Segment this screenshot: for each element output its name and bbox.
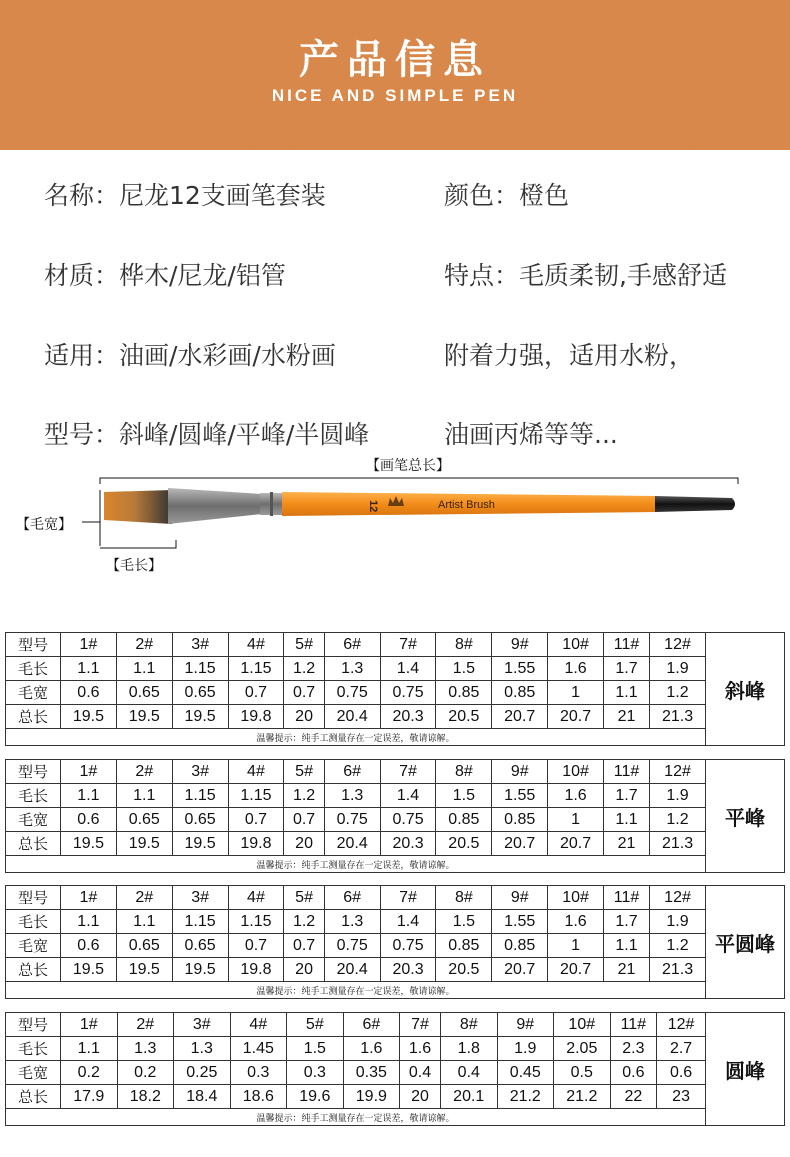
table-cell: 8# xyxy=(436,886,492,910)
table-cell: 1.1 xyxy=(61,784,117,808)
table-cell: 4# xyxy=(230,1013,287,1037)
table-cell: 20.3 xyxy=(380,832,436,856)
table-cell: 5# xyxy=(287,1013,344,1037)
table-cell: 0.65 xyxy=(172,681,228,705)
table-cell: 7# xyxy=(400,1013,441,1037)
table-cell: 1.2 xyxy=(284,657,324,681)
table-cell: 1.55 xyxy=(492,910,548,934)
table-cell: 0.75 xyxy=(324,808,380,832)
info-name: 名称：尼龙12支画笔套装 xyxy=(44,181,326,210)
row-label: 毛宽 xyxy=(6,681,61,705)
table-cell: 1.6 xyxy=(548,910,604,934)
row-label: 型号 xyxy=(6,886,61,910)
table-cell: 3# xyxy=(172,760,228,784)
table-cell: 11# xyxy=(603,760,649,784)
table-cell: 0.3 xyxy=(230,1061,287,1085)
table-cell: 1.1 xyxy=(61,657,117,681)
info-usage: 适用：油画/水彩画/水粉画 xyxy=(44,341,336,370)
table-cell: 19.5 xyxy=(116,832,172,856)
table-cell: 1.15 xyxy=(172,657,228,681)
table-cell: 19.5 xyxy=(61,832,117,856)
table-cell: 3# xyxy=(172,633,228,657)
table-cell: 6# xyxy=(324,633,380,657)
table-cell: 18.2 xyxy=(117,1085,174,1109)
table-cell: 0.65 xyxy=(116,808,172,832)
table-cell: 1.5 xyxy=(436,657,492,681)
spec-table xyxy=(5,632,785,746)
table-cell: 17.9 xyxy=(61,1085,118,1109)
table-cell: 1.2 xyxy=(284,784,324,808)
table-cell: 20.4 xyxy=(324,832,380,856)
spec-table xyxy=(5,1012,785,1126)
table-cell: 1.2 xyxy=(650,681,706,705)
table-cell: 2# xyxy=(116,633,172,657)
table-cell: 10# xyxy=(548,633,604,657)
table-cell: 4# xyxy=(228,633,284,657)
total-row xyxy=(6,705,785,729)
table-cell: 21 xyxy=(603,705,649,729)
table-cell: 0.7 xyxy=(228,934,284,958)
spec-table xyxy=(5,759,785,873)
table-cell: 8# xyxy=(440,1013,497,1037)
table-cell: 20 xyxy=(284,705,324,729)
table-cell: 1 xyxy=(548,681,604,705)
table-cell: 1.6 xyxy=(400,1037,441,1061)
table-cell: 12# xyxy=(650,633,706,657)
table-cell: 21 xyxy=(603,958,649,982)
table-cell: 0.7 xyxy=(228,808,284,832)
table-cell: 20.7 xyxy=(548,705,604,729)
table-cell: 9# xyxy=(492,886,548,910)
table-cell: 0.7 xyxy=(284,934,324,958)
table-cell: 0.7 xyxy=(284,681,324,705)
table-cell: 21.3 xyxy=(650,958,706,982)
table-cell: 21.2 xyxy=(497,1085,554,1109)
table-cell: 11# xyxy=(603,633,649,657)
table-cell: 4# xyxy=(228,760,284,784)
ferrule-icon xyxy=(168,488,262,524)
table-cell: 1.1 xyxy=(61,1037,118,1061)
table-cell: 1.1 xyxy=(116,910,172,934)
table-cell: 1.15 xyxy=(228,910,284,934)
info-adhesion: 附着力强，适用水粉， xyxy=(444,341,695,370)
info-feature: 特点：毛质柔韧,手感舒适 xyxy=(444,261,727,290)
table-cell: 19.8 xyxy=(228,705,284,729)
row-label: 总长 xyxy=(6,958,61,982)
table-cell: 2.7 xyxy=(657,1037,706,1061)
table-cell: 1.9 xyxy=(650,657,706,681)
length-row xyxy=(6,784,785,808)
table-cell: 20 xyxy=(284,832,324,856)
table-cell: 20.4 xyxy=(324,958,380,982)
table-cell: 0.45 xyxy=(497,1061,554,1085)
length-row xyxy=(6,1037,785,1061)
table-cell: 0.6 xyxy=(61,934,117,958)
table-cell: 20.4 xyxy=(324,705,380,729)
table-cell: 1# xyxy=(61,886,117,910)
width-row xyxy=(6,934,785,958)
table-cell: 11# xyxy=(603,886,649,910)
table-cell: 20.7 xyxy=(492,958,548,982)
row-label: 毛长 xyxy=(6,910,61,934)
table-cell: 21.2 xyxy=(554,1085,611,1109)
info-color: 颜色：橙色 xyxy=(444,181,570,210)
table-cell: 1.3 xyxy=(174,1037,231,1061)
table-cell: 2# xyxy=(116,886,172,910)
table-cell: 2# xyxy=(116,760,172,784)
row-label: 总长 xyxy=(6,832,61,856)
row-label: 型号 xyxy=(6,760,61,784)
model-row xyxy=(6,886,785,910)
table-cell: 9# xyxy=(492,633,548,657)
table-cell: 1.3 xyxy=(324,784,380,808)
table-cell: 1.9 xyxy=(650,784,706,808)
table-cell: 1.2 xyxy=(650,934,706,958)
table-cell: 8# xyxy=(436,633,492,657)
table-cell: 1.9 xyxy=(650,910,706,934)
table-cell: 1.1 xyxy=(61,910,117,934)
table-cell: 0.85 xyxy=(492,808,548,832)
table-cell: 1.1 xyxy=(116,784,172,808)
table-cell: 12# xyxy=(650,886,706,910)
total-row xyxy=(6,832,785,856)
table-cell: 6# xyxy=(324,760,380,784)
table-cell: 21.3 xyxy=(650,705,706,729)
table-cell: 0.65 xyxy=(116,681,172,705)
page-subtitle: NICE AND SIMPLE PEN xyxy=(271,86,519,105)
length-row xyxy=(6,657,785,681)
table-cell: 1.4 xyxy=(380,910,436,934)
table-cell: 19.8 xyxy=(228,832,284,856)
table-cell: 19.6 xyxy=(287,1085,344,1109)
total-length-label: 【画笔总长】 xyxy=(366,458,450,474)
table-cell: 1.15 xyxy=(172,910,228,934)
table-cell: 20.7 xyxy=(492,832,548,856)
bristle-length-label: 【毛长】 xyxy=(106,558,162,574)
table-cell: 5# xyxy=(284,886,324,910)
handle-brand-text: Artist Brush xyxy=(438,499,495,511)
table-cell: 1.2 xyxy=(284,910,324,934)
table-cell: 7# xyxy=(380,760,436,784)
brush-type-label: 圆峰 xyxy=(706,1013,785,1126)
table-cell: 20.1 xyxy=(440,1085,497,1109)
table-cell: 0.6 xyxy=(610,1061,657,1085)
table-cell: 0.25 xyxy=(174,1061,231,1085)
table-cell: 19.5 xyxy=(172,705,228,729)
table-cell: 6# xyxy=(343,1013,400,1037)
table-cell: 19.5 xyxy=(61,958,117,982)
table-cell: 19.5 xyxy=(116,705,172,729)
table-cell: 0.6 xyxy=(61,808,117,832)
row-label: 型号 xyxy=(6,633,61,657)
table-cell: 1.1 xyxy=(116,657,172,681)
table-cell: 7# xyxy=(380,886,436,910)
table-cell: 10# xyxy=(554,1013,611,1037)
measurement-note: 温馨提示：纯手工测量存在一定误差，敬请谅解。 xyxy=(6,856,706,873)
table-cell: 1.55 xyxy=(492,657,548,681)
table-cell: 18.4 xyxy=(174,1085,231,1109)
info-material: 材质：桦木/尼龙/铝管 xyxy=(44,261,286,290)
table-cell: 1.7 xyxy=(603,784,649,808)
row-label: 毛长 xyxy=(6,657,61,681)
table-cell: 5# xyxy=(284,760,324,784)
table-cell: 9# xyxy=(492,760,548,784)
table-cell: 0.85 xyxy=(492,934,548,958)
table-cell: 0.85 xyxy=(492,681,548,705)
table-cell: 0.75 xyxy=(380,808,436,832)
table-cell: 0.2 xyxy=(61,1061,118,1085)
model-row xyxy=(6,760,785,784)
table-cell: 0.65 xyxy=(116,934,172,958)
banner-scallop-edge xyxy=(0,128,790,158)
table-cell: 20 xyxy=(400,1085,441,1109)
table-cell: 1.1 xyxy=(603,808,649,832)
model-row xyxy=(6,633,785,657)
table-cell: 19.5 xyxy=(116,958,172,982)
table-cell: 22 xyxy=(610,1085,657,1109)
table-cell: 0.65 xyxy=(172,808,228,832)
table-cell: 2# xyxy=(117,1013,174,1037)
table-cell: 0.75 xyxy=(324,934,380,958)
table-cell: 0.5 xyxy=(554,1061,611,1085)
table-cell: 1.3 xyxy=(117,1037,174,1061)
table-cell: 1.5 xyxy=(436,784,492,808)
table-cell: 0.85 xyxy=(436,934,492,958)
table-cell: 1.15 xyxy=(228,657,284,681)
measurement-note: 温馨提示：纯手工测量存在一定误差，敬请谅解。 xyxy=(6,1109,706,1126)
table-cell: 0.65 xyxy=(172,934,228,958)
table-cell: 10# xyxy=(548,760,604,784)
table-cell: 12# xyxy=(657,1013,706,1037)
table-cell: 1.7 xyxy=(603,657,649,681)
table-cell: 1.6 xyxy=(548,784,604,808)
measurement-note: 温馨提示：纯手工测量存在一定误差，敬请谅解。 xyxy=(6,982,706,999)
model-row xyxy=(6,1013,785,1037)
table-cell: 1.7 xyxy=(603,910,649,934)
table-cell: 1.55 xyxy=(492,784,548,808)
table-cell: 19.8 xyxy=(228,958,284,982)
table-cell: 1.15 xyxy=(228,784,284,808)
table-cell: 6# xyxy=(324,886,380,910)
table-cell: 20.7 xyxy=(548,832,604,856)
table-cell: 1.4 xyxy=(380,657,436,681)
table-cell: 19.5 xyxy=(172,958,228,982)
row-label: 毛宽 xyxy=(6,808,61,832)
total-row xyxy=(6,958,785,982)
table-cell: 20.5 xyxy=(436,832,492,856)
brush-illustration xyxy=(0,448,790,578)
row-label: 型号 xyxy=(6,1013,61,1037)
table-cell: 1.4 xyxy=(380,784,436,808)
table-cell: 1.15 xyxy=(172,784,228,808)
brush-diagram xyxy=(0,448,790,578)
table-cell: 0.2 xyxy=(117,1061,174,1085)
row-label: 总长 xyxy=(6,1085,61,1109)
table-cell: 0.6 xyxy=(61,681,117,705)
table-cell: 9# xyxy=(497,1013,554,1037)
table-cell: 0.75 xyxy=(324,681,380,705)
table-cell: 1.2 xyxy=(650,808,706,832)
info-paints: 油画丙烯等等... xyxy=(444,420,618,449)
row-label: 总长 xyxy=(6,705,61,729)
table-cell: 3# xyxy=(174,1013,231,1037)
table-cell: 0.75 xyxy=(380,681,436,705)
table-cell: 20.7 xyxy=(548,958,604,982)
table-cell: 19.9 xyxy=(343,1085,400,1109)
table-cell: 19.5 xyxy=(61,705,117,729)
row-label: 毛长 xyxy=(6,1037,61,1061)
table-cell: 7# xyxy=(380,633,436,657)
table-cell: 1.5 xyxy=(436,910,492,934)
table-cell: 1.3 xyxy=(324,910,380,934)
table-cell: 4# xyxy=(228,886,284,910)
table-cell: 10# xyxy=(548,886,604,910)
length-row xyxy=(6,910,785,934)
spec-table xyxy=(5,885,785,999)
brush-type-label: 平峰 xyxy=(706,760,785,873)
handle-number: 12 xyxy=(367,500,379,513)
info-model: 型号：斜峰/圆峰/平峰/半圆峰 xyxy=(44,420,370,449)
width-row xyxy=(6,1061,785,1085)
table-cell: 1.9 xyxy=(497,1037,554,1061)
bristle-width-label: 【毛宽】 xyxy=(16,517,72,533)
table-cell: 1.6 xyxy=(343,1037,400,1061)
table-cell: 0.7 xyxy=(284,808,324,832)
table-cell: 0.6 xyxy=(657,1061,706,1085)
table-cell: 1 xyxy=(548,808,604,832)
table-cell: 11# xyxy=(610,1013,657,1037)
row-label: 毛长 xyxy=(6,784,61,808)
table-cell: 1.5 xyxy=(287,1037,344,1061)
brush-type-label: 斜峰 xyxy=(706,633,785,746)
table-cell: 20.3 xyxy=(380,958,436,982)
table-cell: 2.3 xyxy=(610,1037,657,1061)
table-cell: 0.3 xyxy=(287,1061,344,1085)
table-cell: 0.7 xyxy=(228,681,284,705)
table-cell: 3# xyxy=(172,886,228,910)
page-title: 产品信息 xyxy=(299,37,491,83)
table-cell: 1.1 xyxy=(603,681,649,705)
table-cell: 0.75 xyxy=(380,934,436,958)
table-cell: 0.35 xyxy=(343,1061,400,1085)
table-cell: 19.5 xyxy=(172,832,228,856)
table-cell: 21.3 xyxy=(650,832,706,856)
table-cell: 2.05 xyxy=(554,1037,611,1061)
table-cell: 12# xyxy=(650,760,706,784)
table-cell: 0.4 xyxy=(400,1061,441,1085)
table-cell: 20.3 xyxy=(380,705,436,729)
table-cell: 18.6 xyxy=(230,1085,287,1109)
row-label: 毛宽 xyxy=(6,1061,61,1085)
table-cell: 1# xyxy=(61,633,117,657)
table-cell: 8# xyxy=(436,760,492,784)
table-cell: 21 xyxy=(603,832,649,856)
brush-type-label: 平圆峰 xyxy=(706,886,785,999)
table-cell: 1# xyxy=(61,1013,118,1037)
table-cell: 20.7 xyxy=(492,705,548,729)
table-cell: 20 xyxy=(284,958,324,982)
width-row xyxy=(6,808,785,832)
table-cell: 1.3 xyxy=(324,657,380,681)
table-cell: 1.45 xyxy=(230,1037,287,1061)
table-cell: 1# xyxy=(61,760,117,784)
table-cell: 20.5 xyxy=(436,705,492,729)
width-row xyxy=(6,681,785,705)
table-cell: 20.5 xyxy=(436,958,492,982)
table-cell: 23 xyxy=(657,1085,706,1109)
table-cell: 5# xyxy=(284,633,324,657)
measurement-note: 温馨提示：纯手工测量存在一定误差，敬请谅解。 xyxy=(6,729,706,746)
bristle-icon xyxy=(104,490,172,524)
table-cell: 1.8 xyxy=(440,1037,497,1061)
table-cell: 1.6 xyxy=(548,657,604,681)
table-cell: 0.85 xyxy=(436,681,492,705)
table-cell: 0.4 xyxy=(440,1061,497,1085)
total-row xyxy=(6,1085,785,1109)
table-cell: 0.85 xyxy=(436,808,492,832)
table-cell: 1 xyxy=(548,934,604,958)
row-label: 毛宽 xyxy=(6,934,61,958)
table-cell: 1.1 xyxy=(603,934,649,958)
